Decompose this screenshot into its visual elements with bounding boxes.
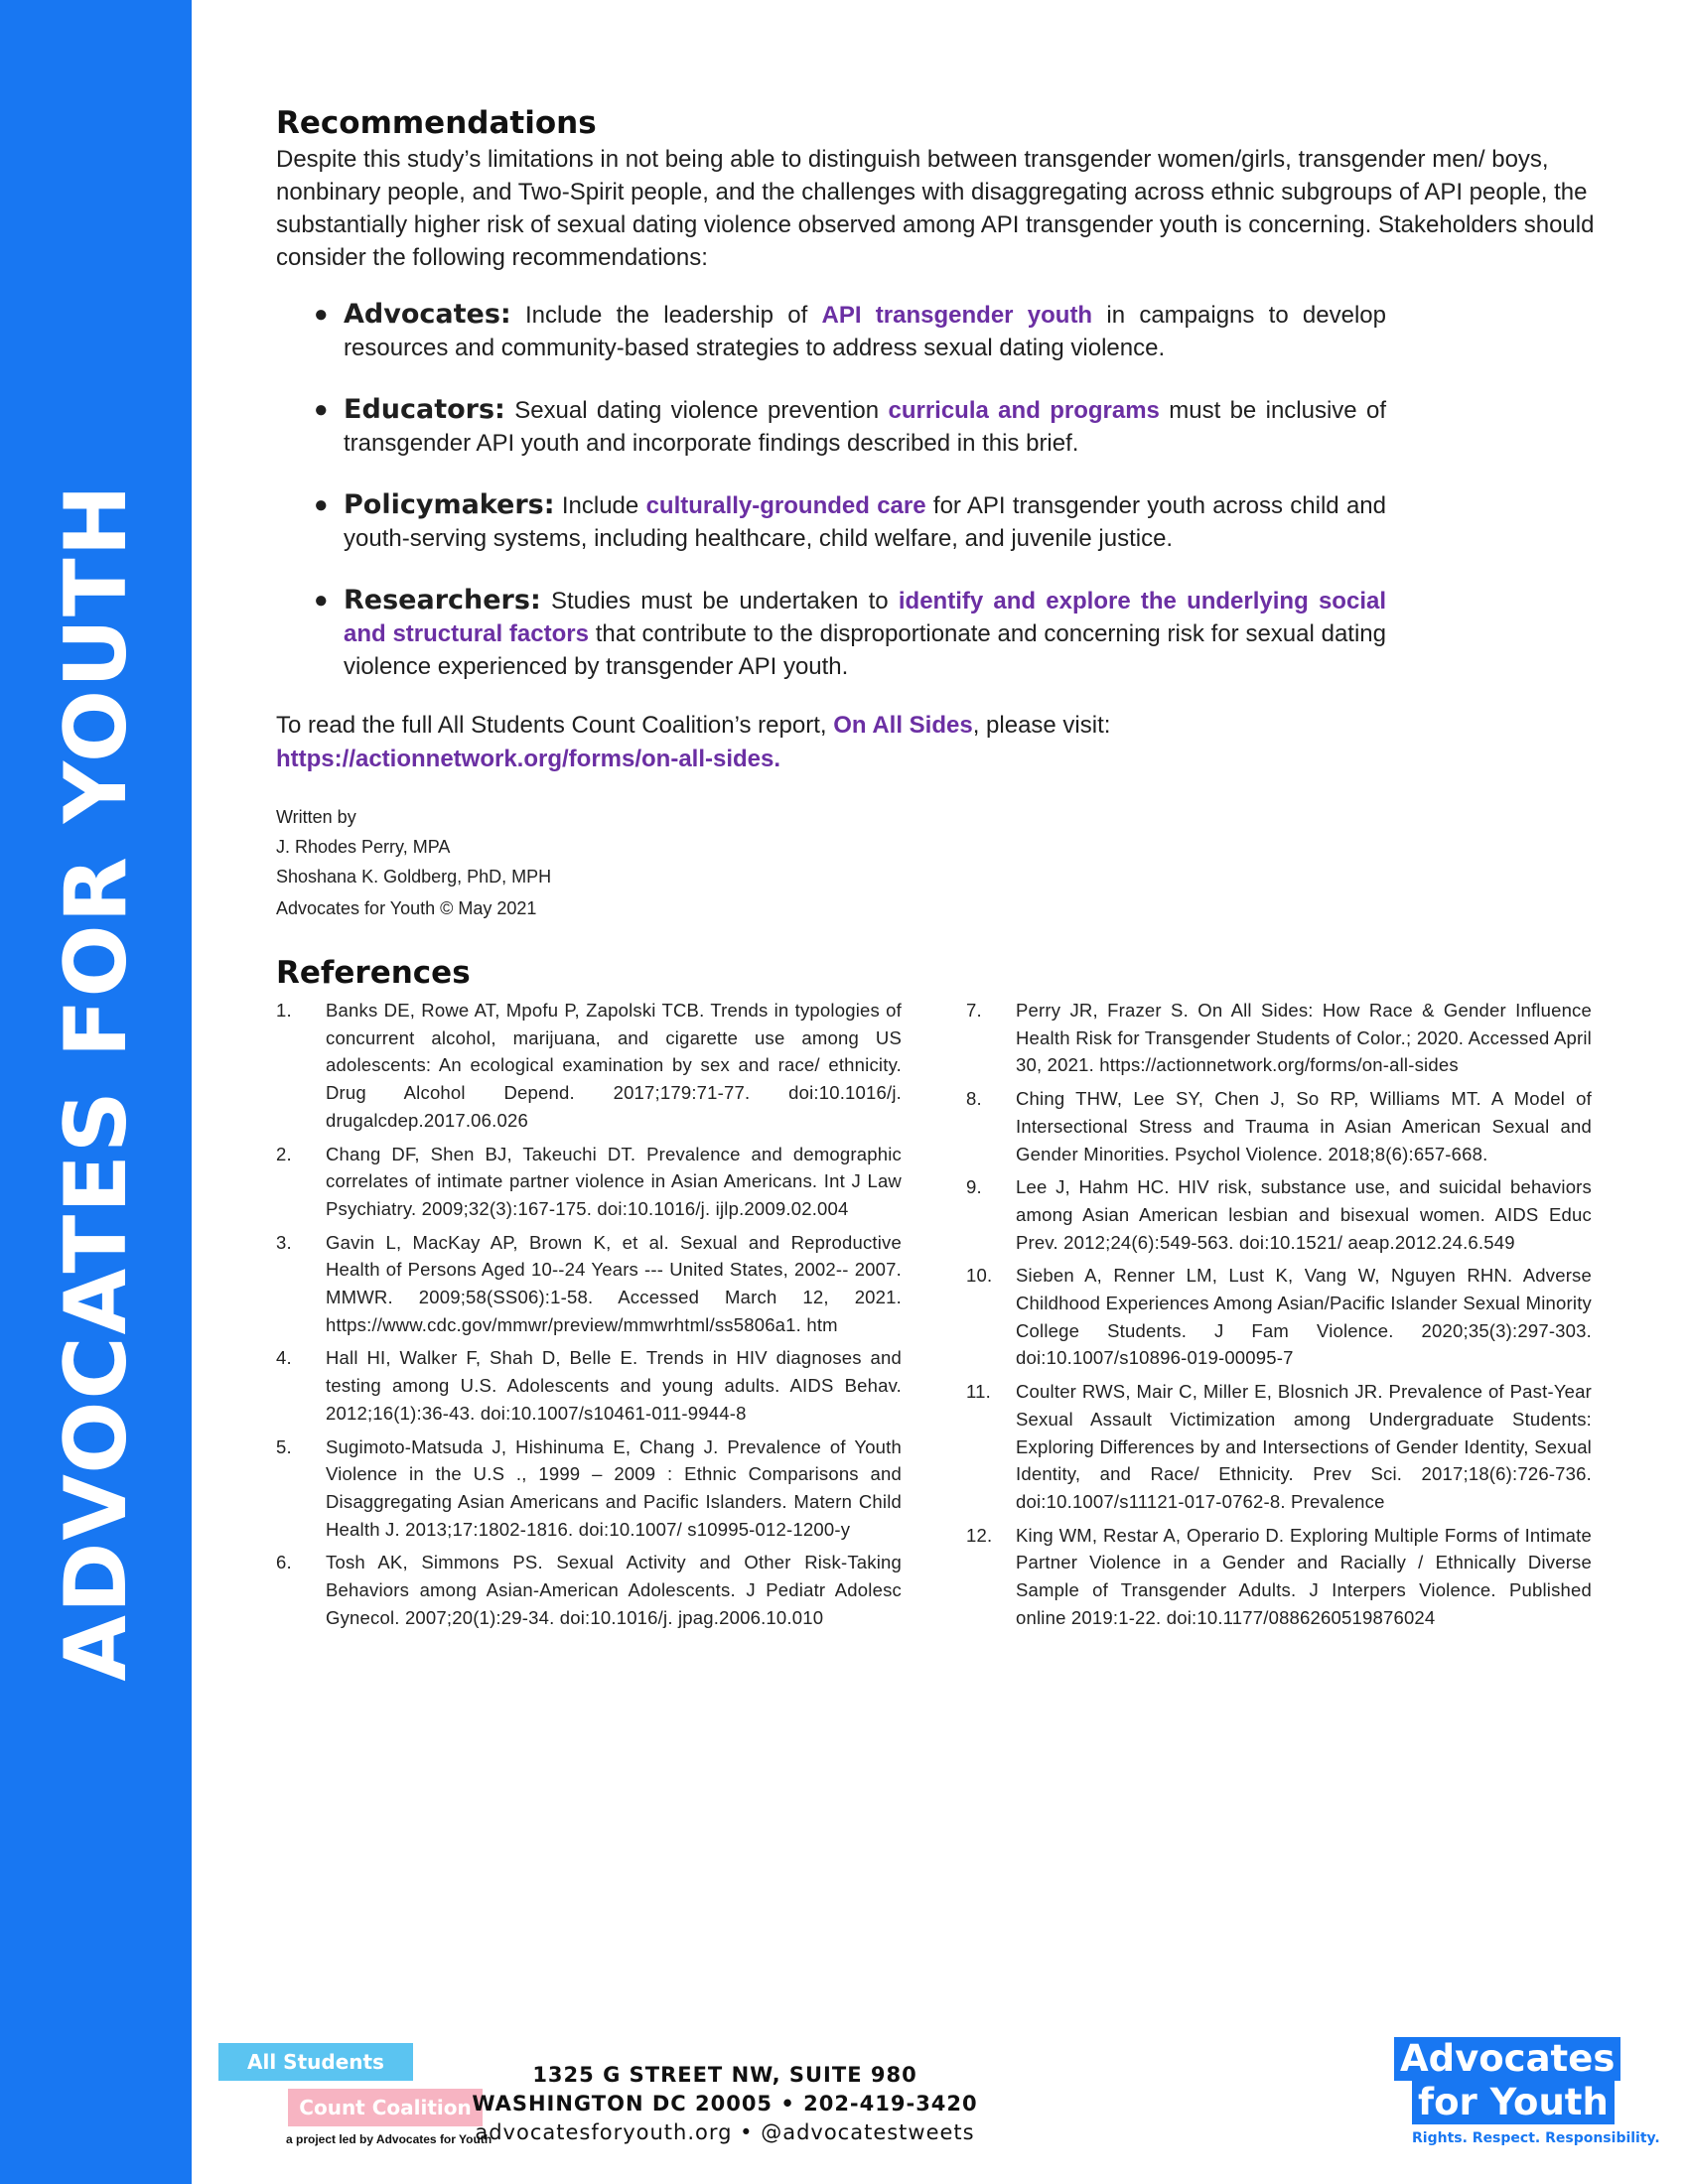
reference-text: Coulter RWS, Mair C, Miller E, Blosnich JR. Prevalence of Past-Year Sexual Assault Victimization among Undergraduate Students: Exploring Differences by and Intersections of Gender Identity, Sexual Identity, and Race/ Ethnicity. Prev Sci. 2017;18(6):726-736. doi:10.1007/s11121-017-0762-8. Prevalence [1016, 1381, 1592, 1512]
reference-item [966, 1173, 1592, 1256]
bullet-icon: ● [314, 587, 329, 614]
sidebar-title: ADVOCATES FOR YOUTH [47, 482, 146, 1682]
reference-number: 5. [276, 1435, 292, 1457]
recommendation-link[interactable]: identify and explore the underlying social and structural factors [344, 588, 1386, 647]
recommendation-text: Studies must be undertaken to [540, 588, 899, 614]
recommendation-link[interactable]: culturally-grounded care [645, 492, 926, 519]
reference-item [276, 1549, 902, 1631]
recommendation-item-policymakers [314, 488, 1386, 555]
bullet-icon: ● [314, 301, 329, 328]
reference-item [276, 1344, 902, 1427]
bullet-icon: ● [314, 396, 329, 423]
references-heading: References [276, 955, 471, 991]
reference-text: Lee J, Hahm HC. HIV risk, substance use, and suicidal behaviors among Asian American lesbian and bisexual women. AIDS Educ Prev. 2012;24(6):549-563. doi:10.1521/ aeap.2012.24.6.549 [1016, 1176, 1592, 1253]
report-title-link[interactable]: On All Sides [833, 712, 973, 739]
footer-web-links[interactable]: advocatesforyouth.org • @advocatestweets [475, 2120, 975, 2144]
report-text: To read the full All Students Count Coalition’s report, [276, 712, 834, 739]
reference-item [966, 1378, 1592, 1516]
report-text: , please visit: [972, 712, 1111, 739]
reference-text: Chang DF, Shen BJ, Takeuchi DT. Prevalence and demographic correlates of intimate partner violence in Asian Americans. Int J Law Psychiatry. 2009;32(3):167-175. doi:10.1016/j. ijlp.2009.02.004 [326, 1143, 902, 1219]
advocates-for-youth-logo [1390, 2035, 1660, 2154]
author-name: Shoshana K. Goldberg, PhD, MPH [276, 867, 552, 887]
coalition-tagline: a project led by Advocates for Youth [286, 2132, 492, 2146]
report-url-link[interactable]: https://actionnetwork.org/forms/on-all-sides. [276, 746, 781, 772]
reference-number: 11. [966, 1381, 991, 1403]
reference-number: 1. [276, 1000, 292, 1021]
reference-text: Banks DE, Rowe AT, Mpofu P, Zapolski TCB. Trends in typologies of concurrent alcohol, marijuana, and cigarette use among US adolescents: An ecological examination by sex and race/ ethnicity. Drug Alcohol Depend. 2017;179:71-77. doi:10.1016/j. drugalcdep.2017.06.026 [326, 1000, 902, 1131]
recommendation-role: Advocates: [344, 299, 511, 330]
reference-item [966, 997, 1592, 1079]
reference-item [276, 997, 902, 1135]
recommendation-text: for API transgender youth across child and youth-serving systems, including healthcare, child welfare, and juvenile justice. [344, 492, 1386, 552]
reference-number: 12. [966, 1524, 993, 1546]
reference-text: Sieben A, Renner LM, Lust K, Vang W, Nguyen RHN. Adverse Childhood Experiences Among Asian/Pacific Islander Sexual Minority College Students. J Fam Violence. 2020;35(3):297-303. doi:10.1007/s10896-019-00095-7 [1016, 1265, 1592, 1369]
logo-line2: for Youth [1412, 2081, 1615, 2124]
recommendation-text: Include the leadership of [510, 302, 822, 329]
logo-tagline: Rights. Respect. Responsibility. [1412, 2130, 1660, 2146]
recommendation-item-researchers [314, 584, 1386, 683]
reference-item [966, 1085, 1592, 1167]
reference-number: 3. [276, 1231, 292, 1253]
recommendations-intro: Despite this study’s limitations in not being able to distinguish between transgender women/girls, transgender men/ boys, nonbinary people, and Two-Spirit people, and the challenges with disaggregating across ethnic subgroups of API people, the substantially higher risk of sexual dating violence observed among API transgender youth is concerning. Stakeholders should consider the following recommendations: [276, 146, 1595, 271]
recommendation-link[interactable]: curricula and programs [888, 397, 1160, 424]
written-by-label: Written by [276, 807, 356, 827]
references-column-left [276, 997, 902, 1637]
recommendation-item-educators [314, 393, 1386, 460]
reference-item [966, 1262, 1592, 1372]
recommendation-link[interactable]: API transgender youth [821, 302, 1093, 329]
references-column-right [966, 997, 1592, 1637]
recommendation-text: Include [554, 492, 646, 519]
reference-text: Hall HI, Walker F, Shah D, Belle E. Trends in HIV diagnoses and testing among U.S. Adolescents and young adults. AIDS Behav. 2012;16(1):36-43. doi:10.1007/s10461-011-9944-8 [326, 1347, 902, 1424]
logo-line1: Advocates [1394, 2037, 1620, 2081]
reference-text: Perry JR, Frazer S. On All Sides: How Race & Gender Influence Health Risk for Transgender Students of Color.; 2020. Accessed April 30, 2021. https://actionnetwork.org/forms/on-all-sides [1016, 1000, 1592, 1076]
reference-text: Ching THW, Lee SY, Chen J, So RP, Williams MT. A Model of Intersectional Stress and Trauma in Asian American Sexual and Gender Minorities. Psychol Violence. 2018;8(6):657-668. [1016, 1088, 1592, 1164]
reference-text: Gavin L, MacKay AP, Brown K, et al. Sexual and Reproductive Health of Persons Aged 10--24 Years --- United States, 2002-- 2007. MMWR. 2009;58(SS06):1-58. Accessed March 12, 2021. https://www.cdc.gov/mmwr/preview/mmwrhtml/ss5806a1. htm [326, 1231, 902, 1335]
reference-number: 4. [276, 1347, 292, 1369]
recommendation-text: that contribute to the disproportionate and concerning risk for sexual dating violence experienced by transgender API youth. [344, 620, 1386, 680]
reference-item [276, 1141, 902, 1223]
reference-item [276, 1433, 902, 1544]
recommendation-role: Policymakers: [344, 489, 555, 520]
reference-text: Tosh AK, Simmons PS. Sexual Activity and Other Risk-Taking Behaviors among Asian-American Adolescents. J Pediatr Adolesc Gynecol. 2007;20(1):29-34. doi:10.1016/j. jpag.2006.10.010 [326, 1552, 902, 1628]
recommendation-item-advocates [314, 298, 1386, 364]
coalition-logo-line2: Count Coalition [288, 2089, 483, 2126]
recommendations-heading: Recommendations [276, 105, 597, 141]
reference-number: 6. [276, 1552, 292, 1573]
recommendations-list [314, 298, 1386, 712]
recommendation-text: in campaigns to develop resources and community-based strategies to address sexual dating violence. [344, 302, 1387, 361]
recommendation-role: Educators: [344, 394, 505, 425]
sidebar-band [0, 0, 192, 2184]
reference-number: 10. [966, 1265, 993, 1287]
recommendation-text: must be inclusive of transgender API youth and incorporate findings described in this brief. [344, 397, 1387, 457]
reference-text: Sugimoto-Matsuda J, Hishinuma E, Chang J. Prevalence of Youth Violence in the U.S ., 1999 – 2009 : Ethnic Comparisons and Disaggregating Asian Americans and Pacific Islanders. Matern Child Health J. 2013;17:1802-1816. doi:10.1007/ s10995-012-1200-y [326, 1435, 902, 1540]
recommendation-text: Sexual dating violence prevention [504, 397, 889, 424]
report-callout [276, 709, 1110, 776]
reference-item [276, 1229, 902, 1339]
reference-number: 2. [276, 1143, 292, 1164]
coalition-logo-line1: All Students [218, 2043, 413, 2081]
reference-number: 8. [966, 1088, 982, 1110]
credits-block [276, 802, 551, 923]
reference-item [966, 1522, 1592, 1632]
footer-address: 1325 G STREET NW, SUITE 980 WASHINGTON DC 20005 • 202-419-3420 [472, 2063, 978, 2116]
reference-number: 9. [966, 1176, 982, 1198]
reference-number: 7. [966, 1000, 982, 1021]
footer-contact [447, 2061, 1003, 2147]
recommendation-role: Researchers: [344, 585, 541, 615]
reference-text: King WM, Restar A, Operario D. Exploring Multiple Forms of Intimate Partner Violence in a Gender and Racially / Ethnically Diverse Sample of Transgender Adults. J Interpers Violence. Published online 2019:1-22. doi:10.1177/0886260519876024 [1016, 1524, 1592, 1628]
author-name: J. Rhodes Perry, MPA [276, 837, 451, 857]
bullet-icon: ● [314, 491, 329, 518]
copyright-line: Advocates for Youth © May 2021 [276, 898, 537, 918]
